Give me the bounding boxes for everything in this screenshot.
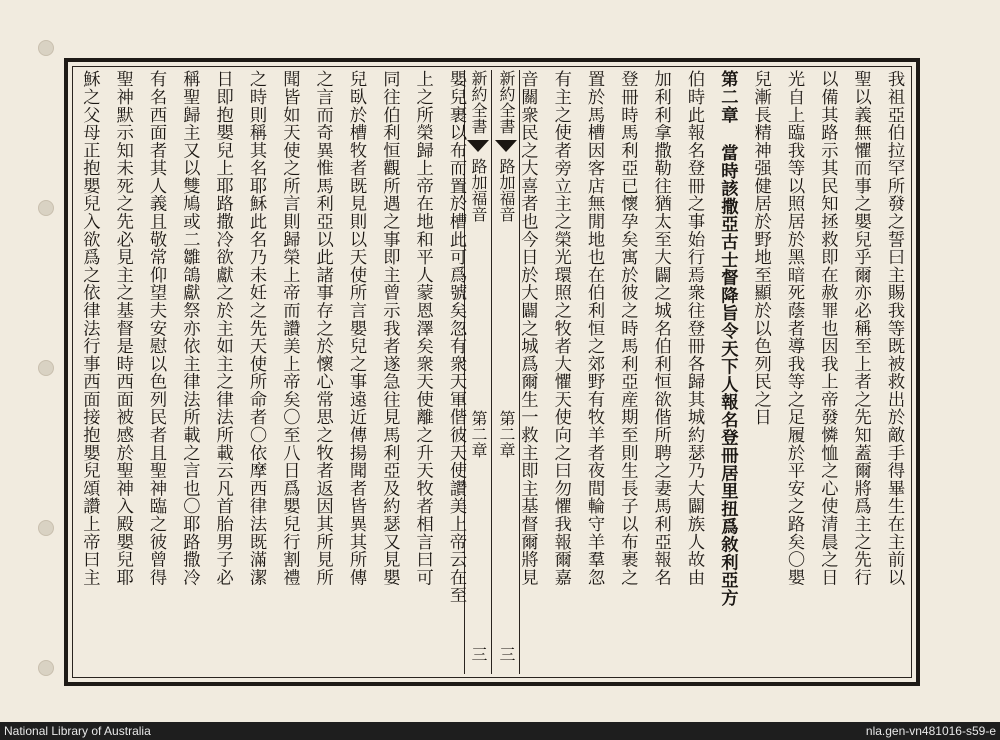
text-column: 以備其路示其民知拯救即在赦罪也因我上帝發憐恤之心使清晨之日	[817, 70, 838, 586]
banner-book-title: 新約全書	[469, 70, 488, 134]
right-page-text	[514, 70, 908, 674]
banner-page-number: 三	[497, 646, 516, 662]
text-column: 伯時此報名登冊之事始行焉衆往登冊各歸其城約瑟乃大闢族人故由	[684, 70, 705, 586]
left-page-text	[76, 70, 470, 674]
text-column: 穌之父母正抱嬰兒入欲爲之依律法行事西面接抱嬰兒頌讚上帝曰主	[79, 70, 100, 586]
banner-section: 路加福音	[469, 158, 488, 222]
text-column: 聖神默示知未死之先必見主之基督是時西面被感於聖神入殿嬰兒耶	[112, 70, 133, 586]
text-column: 有主之使者旁立主之榮光環照之牧者大懼天使向之曰勿懼我報爾嘉	[550, 70, 571, 586]
banner-chapter: 第二章	[469, 410, 488, 458]
binding-holes	[38, 0, 56, 722]
text-column: 兒臥於槽牧者既見則以天使所言嬰兒之事遠近傳揚聞者皆異其所傳	[346, 70, 367, 586]
fish-tail-mark	[467, 140, 489, 152]
text-column: 兒漸長精神强健居於野地至顯於以色列民之日	[750, 70, 771, 426]
text-column: 日即抱嬰兒上耶路撒冷欲獻之於主如主之律法所載云凡首胎男子必	[212, 70, 233, 586]
binding-hole	[38, 360, 54, 376]
text-column: 有名西面者其人義且敬常仰望夫安慰以色列民者且聖神臨之彼曾得	[146, 70, 167, 586]
chapter-heading-column: 第二章 當時該撒亞古士督降旨令天下人報名登冊居里扭爲敘利亞方	[717, 70, 738, 607]
banner-section: 路加福音	[497, 158, 516, 222]
center-fold-banner	[464, 70, 520, 674]
text-column: 之時則稱其名耶穌此名乃未妊之先天使所命者〇依摩西律法既滿潔	[246, 70, 267, 586]
fish-tail-mark	[495, 140, 517, 152]
text-column: 音關衆民之大喜者也今日於大闢之城爲爾生一救主即主基督爾將見	[517, 70, 538, 586]
text-column: 稱聖歸主又以雙鳩或二雛鴿獻祭亦依主律法所載之言也〇耶路撒冷	[179, 70, 200, 586]
banner-page-number: 三	[469, 646, 488, 662]
binding-hole	[38, 40, 54, 56]
text-column: 登冊時馬利亞已懷孕矣寓於彼之時馬利亞産期至則生長子以布裹之	[617, 70, 638, 586]
text-column: 同往伯利恒觀所遇之事即主曾示我者遂急往見馬利亞及約瑟又見嬰	[379, 70, 400, 586]
binding-hole	[38, 660, 54, 676]
banner-book-title: 新約全書	[497, 70, 516, 134]
banner-chapter: 第二章	[497, 410, 516, 458]
text-column: 加利利拿撒勒往猶太至大闢之城名伯利恒欲偕所聘之妻馬利亞報名	[650, 70, 671, 586]
text-column: 置於馬槽因客店無閒地也在伯利恒之郊野有牧羊者夜間輪守羊羣忽	[584, 70, 605, 586]
text-column: 之言而奇異惟馬利亞以此諸事存之於懷心常思之牧者返因其所見所	[312, 70, 333, 586]
text-column: 聞皆如天使之所言則歸榮上帝而讚美上帝矣〇至八日爲嬰兒行割禮	[279, 70, 300, 586]
binding-hole	[38, 520, 54, 536]
text-column: 聖以義無懼而事之嬰兒乎爾亦必稱至上者之先知蓋爾將爲主之先行	[850, 70, 871, 586]
image-identifier: nla.gen-vn481016-s59-e	[865, 724, 996, 738]
page-frame	[64, 58, 920, 686]
binding-hole	[38, 200, 54, 216]
text-column: 我祖亞伯拉罕所發之誓曰主賜我等既被救出於敵手得畢生在主前以	[884, 70, 904, 586]
text-column: 上之所榮歸上帝在地和平人蒙恩澤矣衆天使離之升天牧者相言曰可	[412, 70, 433, 586]
institution-label: National Library of Australia	[4, 724, 151, 738]
banner-right-half	[493, 70, 519, 674]
text-column: 光自上臨我等以照居於黑暗死蔭者導我等之足履於平安之路矣〇嬰	[784, 70, 805, 586]
text-column: 嬰兒裹以布而置於槽此可爲號矣忽有衆天軍偕彼天使讚美上帝云在至	[446, 70, 466, 604]
viewer-footer-bar	[0, 722, 1000, 740]
